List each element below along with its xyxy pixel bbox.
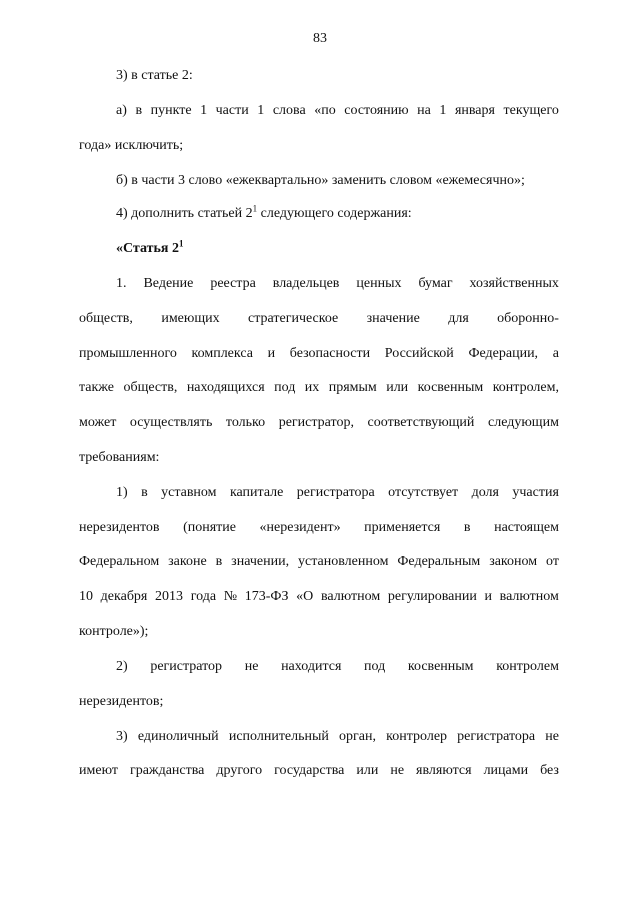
- word: 1): [116, 485, 128, 500]
- word: также: [79, 380, 115, 395]
- word: только: [225, 415, 266, 430]
- word: безопасности: [289, 346, 371, 361]
- word: нерезидентов: [79, 520, 160, 535]
- word: 10: [79, 589, 93, 604]
- word: оборонно-: [497, 311, 559, 326]
- word: состоянию: [344, 103, 409, 118]
- text-line-para1-1: [116, 276, 559, 292]
- word: государства: [274, 763, 345, 778]
- article-heading-text: «Статья 2: [116, 241, 179, 256]
- item-4-superscript: 1: [252, 203, 258, 214]
- word: отсутствует: [388, 485, 459, 500]
- word: регистратора: [457, 729, 536, 744]
- word: имеют: [79, 763, 118, 778]
- word: или: [356, 763, 379, 778]
- word: 1: [439, 103, 447, 118]
- word: лицами: [483, 763, 529, 778]
- word: косвенным: [407, 659, 474, 674]
- word: промышленного: [79, 346, 177, 361]
- word: «нерезидент»: [259, 520, 341, 535]
- text-line-para1-5: [79, 415, 559, 431]
- word: их: [304, 380, 320, 395]
- word: контролем: [496, 659, 559, 674]
- word: текущего: [503, 103, 559, 118]
- word: контролер: [386, 729, 448, 744]
- text-line-req3-2: [79, 763, 559, 779]
- word: следующим: [488, 415, 559, 430]
- text-line-req3-1: [116, 729, 559, 745]
- word: без: [540, 763, 559, 778]
- word: значении,: [231, 554, 290, 569]
- word: валютном: [499, 589, 559, 604]
- word: не: [545, 729, 559, 744]
- word: имеющих: [161, 311, 220, 326]
- word: бумаг: [418, 276, 453, 291]
- word: в: [135, 103, 143, 118]
- text-line-para1-2: [79, 311, 559, 327]
- text-line-item-a: [116, 103, 559, 119]
- word: орган,: [339, 729, 376, 744]
- word: 1: [200, 103, 208, 118]
- word: а: [552, 346, 559, 361]
- word: 173-ФЗ: [244, 589, 289, 604]
- word: части: [215, 103, 249, 118]
- word: косвенным: [417, 380, 484, 395]
- word: под: [274, 380, 296, 395]
- word: настоящем: [494, 520, 559, 535]
- word: Федеральном: [79, 554, 160, 569]
- word: прямым: [328, 380, 377, 395]
- word: законом: [489, 554, 538, 569]
- item-4-text: 4) дополнить статьей 2: [116, 206, 253, 221]
- word: хозяйственных: [469, 276, 559, 291]
- word: или: [386, 380, 409, 395]
- word: для: [448, 311, 469, 326]
- word: «О: [296, 589, 314, 604]
- word: валютном: [320, 589, 381, 604]
- word: января: [454, 103, 495, 118]
- page-number: 83: [313, 31, 327, 46]
- word: уставном: [161, 485, 217, 500]
- word: от: [546, 554, 559, 569]
- word: осуществлять: [129, 415, 213, 430]
- article-heading-superscript: 1: [178, 238, 184, 249]
- text-line-req1-4: [79, 589, 559, 605]
- word: 1.: [116, 276, 127, 291]
- word: регистратор: [150, 659, 223, 674]
- word: под: [364, 659, 386, 674]
- text-line-req2-2: нерезидентов;: [79, 694, 164, 709]
- word: регулировании: [387, 589, 477, 604]
- word: Ведение: [143, 276, 194, 291]
- text-line-req1-3: [79, 554, 559, 570]
- word: обществ,: [79, 311, 133, 326]
- word: не: [244, 659, 259, 674]
- word: капитале: [229, 485, 284, 500]
- text-line-req1-2: [79, 520, 559, 536]
- word: находится: [281, 659, 342, 674]
- word: ценных: [356, 276, 402, 291]
- word: другого: [216, 763, 263, 778]
- word: обществ,: [123, 380, 178, 395]
- word: регистратор,: [278, 415, 354, 430]
- word: не: [390, 763, 405, 778]
- word: «по: [314, 103, 336, 118]
- word: декабря: [100, 589, 148, 604]
- text-line-item-b: б) в части 3 слово «ежеквартально» заменить словом «ежемесячно»;: [116, 173, 525, 188]
- word: значение: [366, 311, 420, 326]
- word: доля: [471, 485, 499, 500]
- word: регистратора: [296, 485, 375, 500]
- word: 2013: [155, 589, 184, 604]
- text-line-article2-intro: 3) в статье 2:: [116, 68, 193, 83]
- word: может: [79, 415, 117, 430]
- word: реестра: [210, 276, 256, 291]
- word: единоличный: [137, 729, 219, 744]
- word: гражданства: [129, 763, 205, 778]
- word: (понятие: [183, 520, 236, 535]
- word: законе: [168, 554, 207, 569]
- word: 1: [257, 103, 265, 118]
- word: 3): [116, 729, 128, 744]
- text-line-item-a-cont: года» исключить;: [79, 138, 184, 153]
- word: владельцев: [272, 276, 340, 291]
- text-line-req1-1: [116, 485, 559, 501]
- word: на: [417, 103, 431, 118]
- word: в: [215, 554, 223, 569]
- word: комплекса: [191, 346, 253, 361]
- word: применяется: [364, 520, 441, 535]
- word: слова: [272, 103, 306, 118]
- word: находящихся: [186, 380, 265, 395]
- word: стратегическое: [248, 311, 339, 326]
- word: являются: [416, 763, 472, 778]
- word: и: [267, 346, 276, 361]
- word: №: [223, 589, 238, 604]
- word: в: [463, 520, 471, 535]
- text-line-para1-3: [79, 346, 559, 362]
- word: установленном: [298, 554, 389, 569]
- text-line-req2-1: [116, 659, 559, 675]
- word: Федерации,: [468, 346, 539, 361]
- text-line-para1-4: [79, 380, 559, 396]
- word: а): [116, 103, 127, 118]
- word: и: [484, 589, 492, 604]
- word: в: [141, 485, 148, 500]
- word: Российской: [384, 346, 454, 361]
- word: пункте: [150, 103, 192, 118]
- word: исполнительный: [228, 729, 329, 744]
- text-line-req1-5: контроле»);: [79, 624, 149, 639]
- word: участия: [512, 485, 559, 500]
- article-heading: [116, 238, 184, 257]
- word: 2): [116, 659, 128, 674]
- word: контролем,: [492, 380, 559, 395]
- word: Федеральным: [397, 554, 481, 569]
- item-4-text-cont: следующего содержания:: [257, 206, 412, 221]
- text-line-para1-6: требованиям:: [79, 450, 160, 465]
- word: соответствующий: [367, 415, 475, 430]
- text-line-item-4: [116, 203, 412, 222]
- word: года: [190, 589, 217, 604]
